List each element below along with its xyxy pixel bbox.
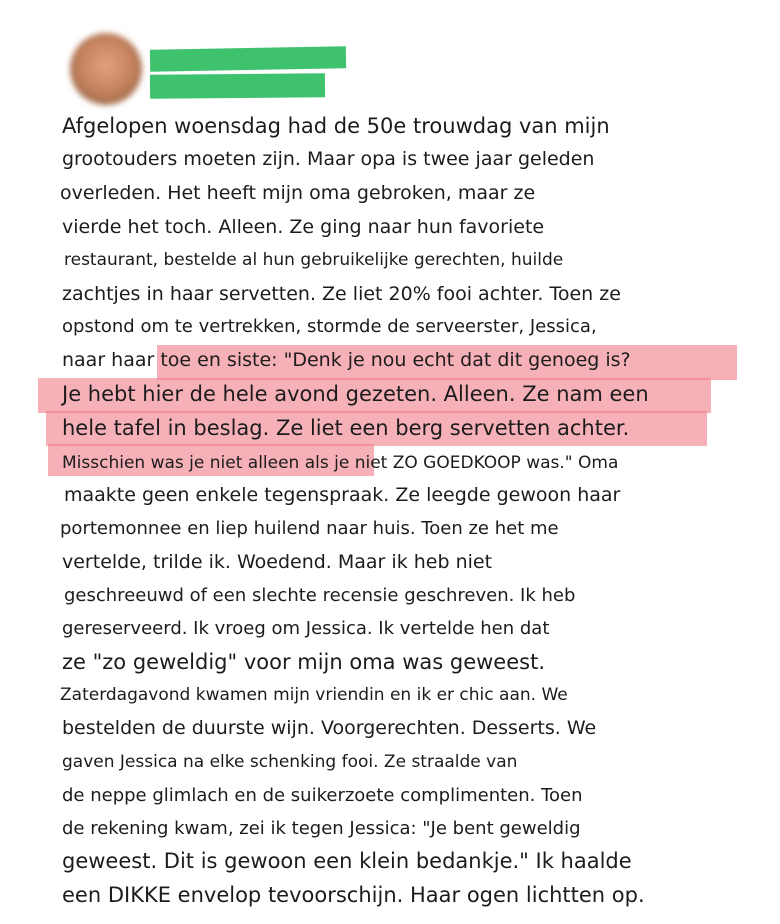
post-text-line: opstond om te vertrekken, stormde de serveerster, Jessica, <box>62 316 597 337</box>
post-text-line: overleden. Het heeft mijn oma gebroken, maar ze <box>60 182 536 204</box>
post-text-line: zachtjes in haar servetten. Ze liet 20% fooi achter. Toen ze <box>62 283 621 305</box>
post-text-line: hele tafel in beslag. Ze liet een berg servetten achter. <box>62 416 630 440</box>
post-text-line: de rekening kwam, zei ik tegen Jessica: "Je bent geweldig <box>62 818 581 839</box>
post-text-line: bestelden de duurste wijn. Voorgerechten. Desserts. We <box>62 717 597 739</box>
redacted-username <box>150 46 346 71</box>
post-text-line: Misschien was je niet alleen als je niet ZO GOEDKOOP was." Oma <box>62 453 619 473</box>
post-text-line: gaven Jessica na elke schenking fooi. Ze straalde van <box>62 752 518 772</box>
post-text-line: restaurant, bestelde al hun gebruikelijke gerechten, huilde <box>64 250 564 270</box>
post-text-line: ze "zo geweldig" voor mijn oma was geweest. <box>62 650 545 674</box>
post-text-line: Afgelopen woensdag had de 50e trouwdag van mijn <box>62 114 610 138</box>
post-text-line: portemonnee en liep huilend naar huis. Toen ze het me <box>60 518 559 539</box>
post-text-line: de neppe glimlach en de suikerzoete complimenten. Toen <box>62 785 583 806</box>
post-text-line: Zaterdagavond kwamen mijn vriendin en ik er chic aan. We <box>60 685 568 705</box>
post-text-line: geschreeuwd of een slechte recensie geschreven. Ik heb <box>64 585 576 606</box>
redacted-username-2 <box>150 73 325 99</box>
post-text-line: vierde het toch. Alleen. Ze ging naar hun favoriete <box>62 216 545 238</box>
post-text-line: Je hebt hier de hele avond gezeten. Alleen. Ze nam een <box>62 382 649 406</box>
post-text-line: geweest. Dit is gewoon een klein bedankje." Ik haalde <box>62 849 632 873</box>
post-text-line: maakte geen enkele tegenspraak. Ze leegde gewoon haar <box>64 484 621 506</box>
post-text-line: naar haar toe en siste: "Denk je nou echt dat dit genoeg is? <box>62 349 631 371</box>
post-text-line: een DIKKE envelop tevoorschijn. Haar ogen lichtten op. <box>62 883 645 907</box>
avatar[interactable] <box>70 33 142 105</box>
post-text-line: vertelde, trilde ik. Woedend. Maar ik heb niet <box>62 551 493 573</box>
post-text-line: gereserveerd. Ik vroeg om Jessica. Ik vertelde hen dat <box>62 618 550 639</box>
post-text-line: grootouders moeten zijn. Maar opa is twee jaar geleden <box>62 148 595 170</box>
